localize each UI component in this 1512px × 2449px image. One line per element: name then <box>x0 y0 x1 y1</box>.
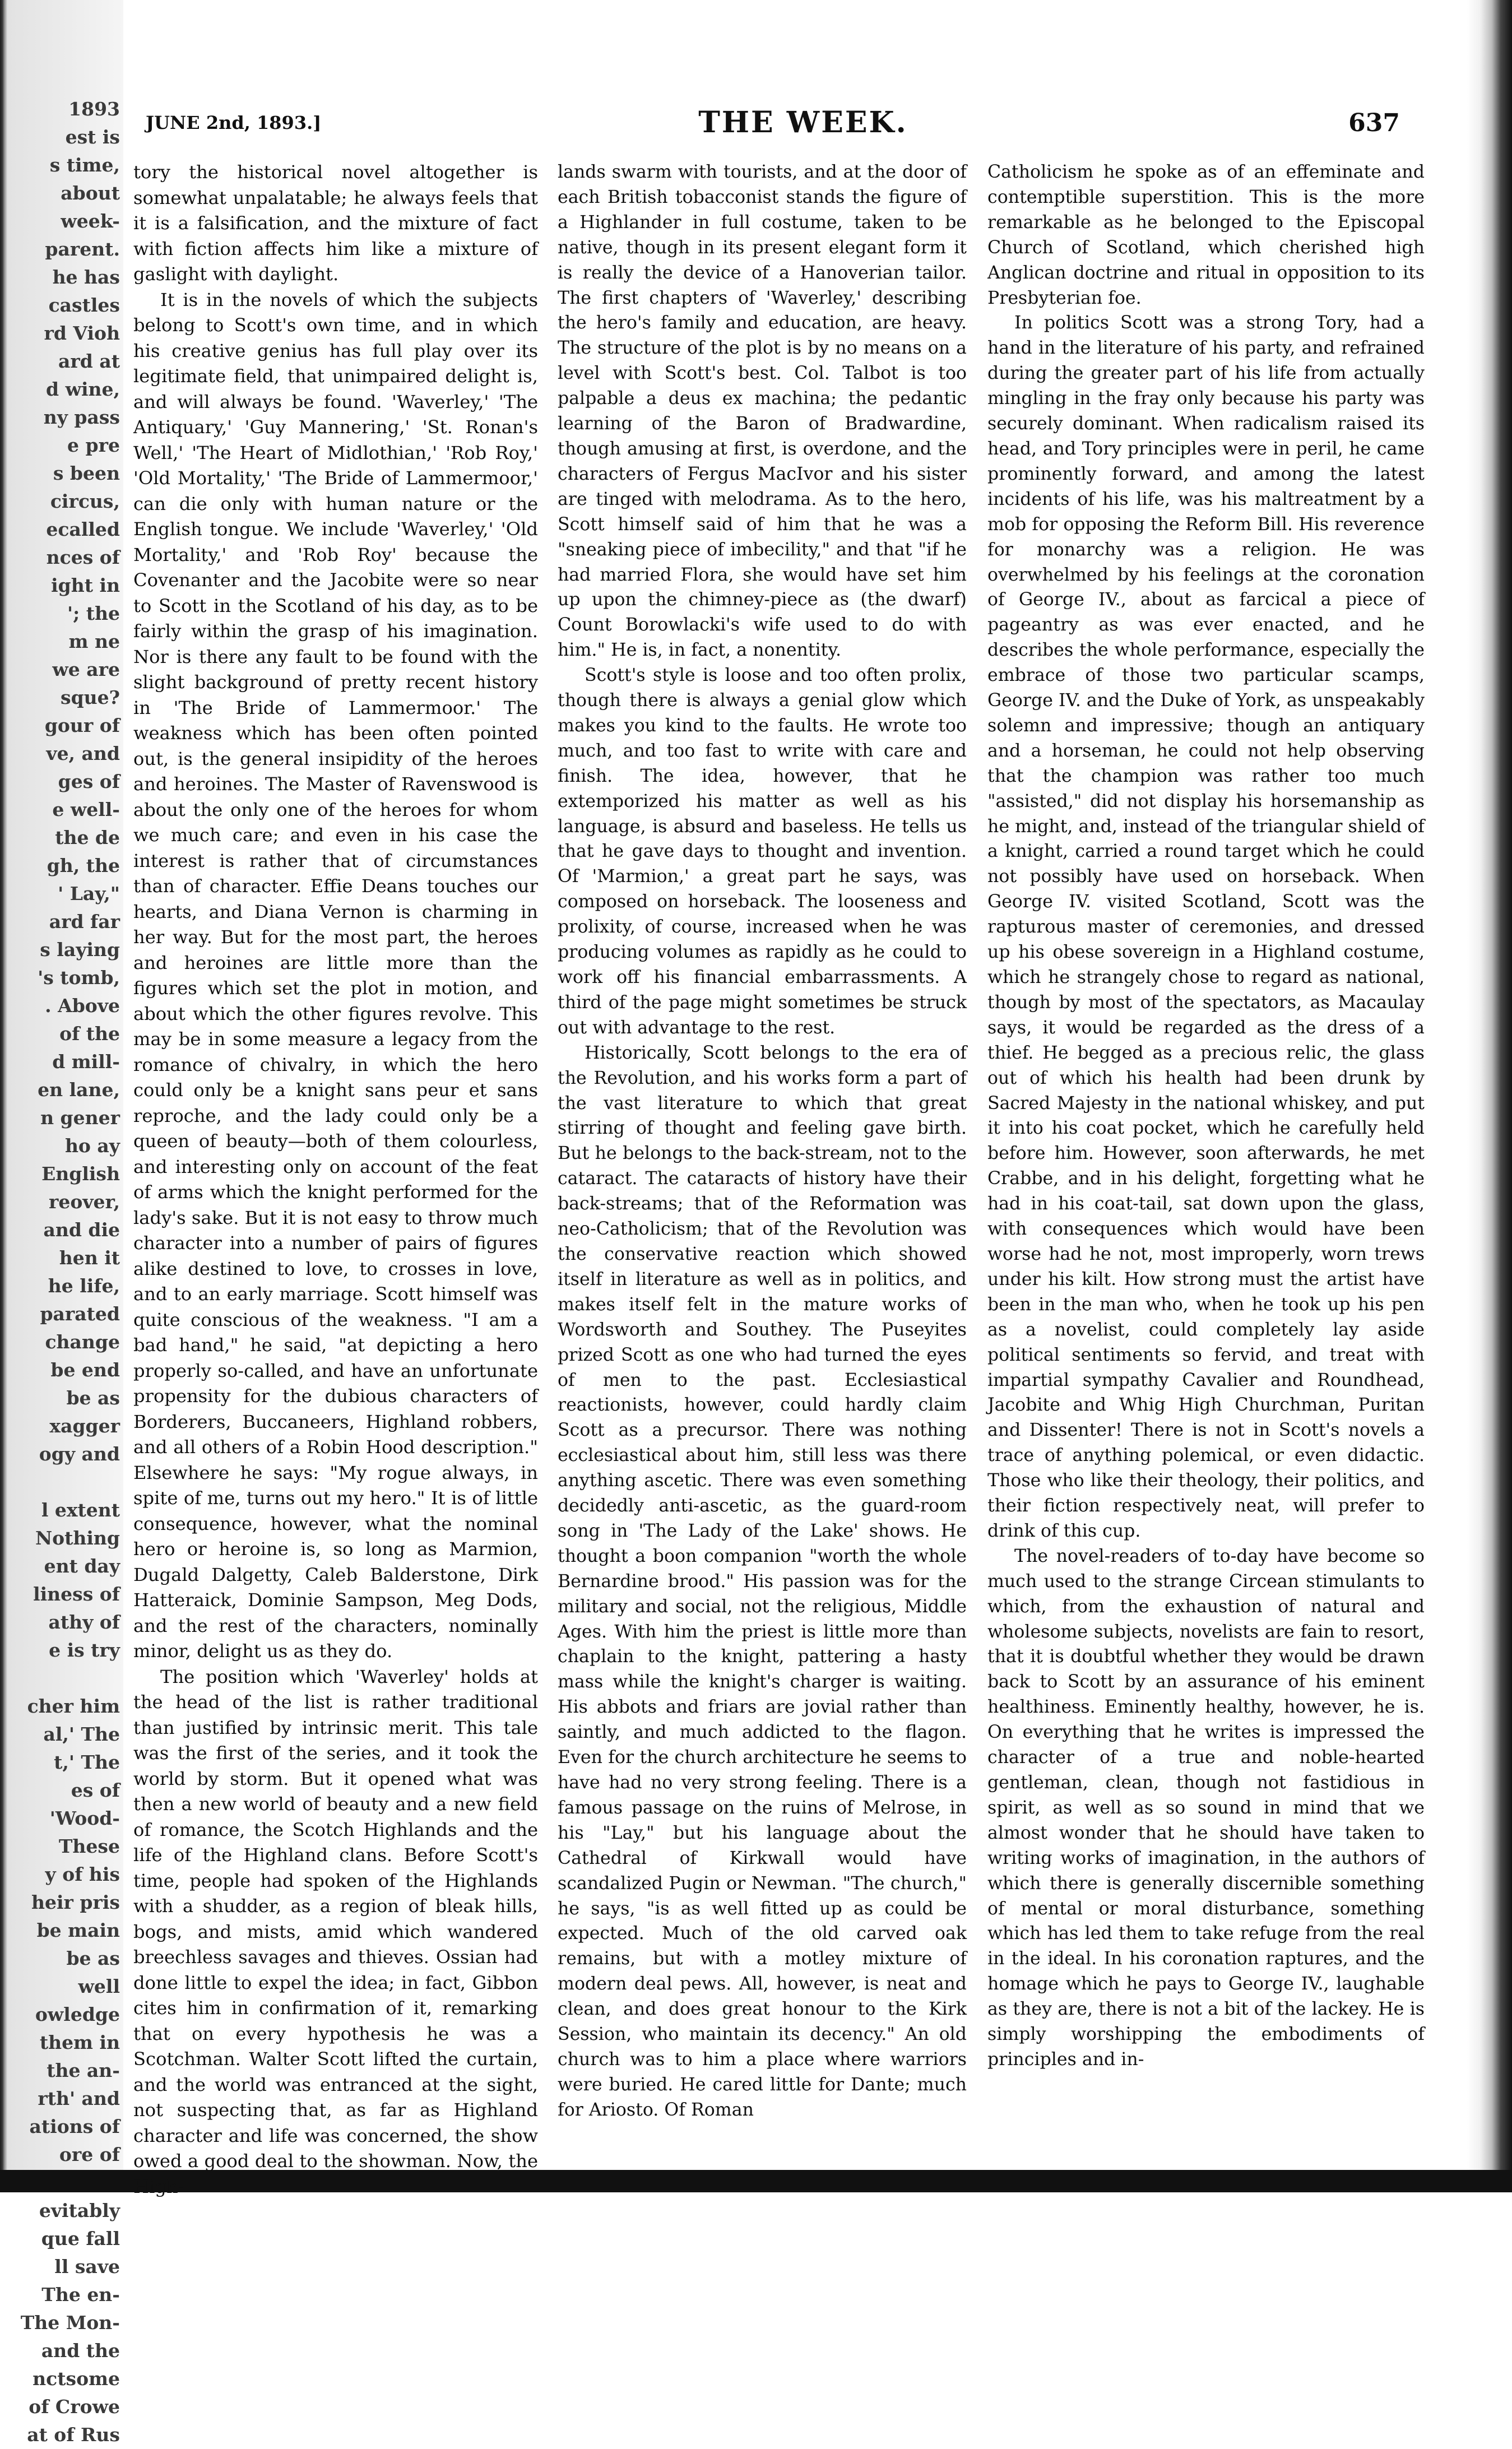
paragraph: Catholicism he spoke as of an effeminate and contemptible superstition. This is the more remarkable as he belonged to the Episcopal Church of Scotland, which cherished high Anglican doctrine and ritual in opposition to its Presbyterian foe. <box>987 162 1425 308</box>
column-1 <box>133 160 538 2197</box>
paragraph: Scott's style is loose and too often prolix, though there is always a genial glow which makes you kind to the faults. He wrote too much, and too fast to write with care and finish. The idea, however, that he extemporized his matter as well as his language, is absurd and baseless. He tells us that he gave days to thought and invention. Of 'Marmion,' a great part he says, was composed on horseback. The looseness and prolixity, of course, increased when he was producing volumes as rapidly as he could to work off his financial embarrassments. A third of the page might sometimes be struck out with advantage to the rest. <box>558 665 967 1038</box>
page-right-edge <box>1467 0 1512 2192</box>
paragraph: The novel-readers of to-day have become so much used to the strange Circean stimulants to which, from the exhaustion of natural and wholesome subjects, novelists are fain to resort, that it is doubtful whether they would be drawn back to Scott by an assurance of his eminent healthiness. Eminently healthy, however, he is. On everything that he writes is impressed the character of a true and noble-hearted gentleman, clean, though not fastidious in spirit, as well as so sound in mind that we almost wonder that he should have taken to writing works of imagination, in the authors of which there is generally discernible something of mental or moral disturbance, something which has led them to take refuge from the real in the ideal. In his coronation raptures, and the homage which he pays to George IV., laughable as they are, there is not a bit of the lackey. He is simply worshipping the embodiments of principles and in- <box>987 1546 1425 2070</box>
column-3 <box>987 160 1425 2160</box>
paragraph: In politics Scott was a strong Tory, had a hand in the literature of his party, and refrained during the greater part of his life from actually mingling in the fray only because his party was securely dominant. When radicalism raised its head, and Tory principles were in peril, he came prominently forward, and among the latest incidents of his life, was his maltreatment by a mob for opposing the Reform Bill. His reverence for monarchy was a religion. He was overwhelmed by his feelings at the coronation of George IV., about as farcical a piece of pageantry as was ever enacted, and he describes the whole performance, especially the embrace of those two particular scamps, George IV. and the Duke of York, as unspeakably solemn and impressive; though an antiquary and a horseman, he could not help observing that the champion was rather too much "assisted," did not display his horsemanship as he might, and, instead of the triangular shield of a knight, carried a round target which he could not possibly have used on horseback. When George IV. visited Scotland, Scott was the rapturous master of ceremonies, and dressed up his obese sovereign in a Highland costume, which he strangely chose to regard as national, though by most of the spectators, as Macaulay says, it would be regarded as the dress of a thief. He begged as a precious relic, the glass out of which his health had been drunk by Sacred Majesty in the national whiskey, and put it into his coat pocket, which he carefully held before him. However, soon afterwards, he met Crabbe, and in his delight, forgetting what he had in his coat-tail, sat down upon the glass, with consequences which would have been worse had he not, most improperly, worn trews under his kilt. How strong must the artist have been in the man who, when he took up his pen as a novelist, could completely lay aside political sentiments so fervid, and treat with impartial sympathy Cavalier and Roundhead, Jacobite and Whig High Churchman, Puritan and Dissenter! There is not in Scott's novels a trace of anything polemical, or even didactic. Those who like their theology, their politics, and their fiction respectively neat, will prefer to drink of this cup. <box>987 313 1425 1541</box>
paragraph: tory the historical novel altogether is somewhat unpalatable; he always feels that it is a falsification, and the mixture of fact with fiction affects him like a mixture of gaslight with daylight. <box>133 161 538 285</box>
page-header <box>139 105 1467 145</box>
paragraph: Historically, Scott belongs to the era of the Revolution, and his works form a part of the vast literature to which that great stirring of thought and feeling gave birth. But he belongs to the back-stream, not to the cataract. The cataracts of history have their back-streams; that of the Reformation was neo-Catholicism; that of the Revolution was the conservative reaction which showed itself in literature as well as in politics, and makes itself felt in the mature works of Wordsworth and Southey. The Puseyites prized Scott as one who had turned the eyes of men to the past. Ecclesiastical reactionists, however, could hardly claim Scott as a precursor. There was nothing ecclesiastical about him, still less was there anything ascetic. There was even something decidedly anti-ascetic, as the guard-room song in 'The Lady of the Lake' shows. He thought a boon companion "worth the whole Bernardine brood." His passion was for the military and social, not the religious, Middle Ages. With him the priest is little more than chaplain to the knight, pattering a hasty mass while the knight's charger is waiting. His abbots and friars are jovial rather than saintly, and much addicted to the flagon. Even for the church architecture he seems to have had no very strong feeling. There is a famous passage on the ruins of Melrose, in his "Lay," but his language about the Cathedral of Kirkwall would have scandalized Pugin or Newman. "The church," he says, "is as well fitted up as could be expected. Much of the old carved oak remains, but with a motley mixture of modern deal pews. All, however, is neat and clean, and does great honour to the Kirk Session, who maintain its decency." An old church was to him a place where warriors were buried. He cared little for Dante; much for Ariosto. Of Roman <box>558 1042 967 2120</box>
paragraph: It is in the novels of which the subjects belong to Scott's own time, and in which his creative genius has full play over its legitimate field, that unimpaired delight is, and will always be found. 'Waverley,' 'The Antiquary,' 'Guy Mannering,' 'St. Ronan's Well,' 'The Heart of Midlothian,' 'Rob Roy,' 'Old Mortality,' 'The Bride of Lammermoor,' can die only with human nature or the English tongue. We include 'Waverley,' 'Old Mortality,' and 'Rob Roy' because the Covenanter and the Jacobite were so near to Scott in the Scotland of his day, as to be fairly within the grasp of his imagination. Nor is there any fault to be found with the slight background of pretty recent history in 'The Bride of Lammermoor.' The weakness which has been often pointed out, is the general insipidity of the heroes and heroines. The Master of Ravenswood is about the only one of the heroes for whom we much care; and even in his case the interest is rather that of circumstances than of character. Effie Deans touches our hearts, and Diana Vernon is charming in her way. But for the most part, the heroes and heroines are little more than the figures which set the plot in motion, and about which the other figures revolve. This may be in some measure a legacy from the romance of chivalry, in which the hero could only be a knight sans peur et sans reproche, and the lady could only be a queen of beauty—both of them colourless, and interesting only on account of the feat of arms which the knight performed for the lady's sake. But it is not easy to throw much character into a number of pairs of figures alike destined to love, to crosses in love, and to an early marriage. Scott himself was quite conscious of the weakness. "I am a bad hand," he said, "at depicting a hero properly so-called, and have an unfortunate propensity for the dubious characters of Borderers, Buccaneers, Highland robbers, and all others of a Robin Hood description." Elsewhere he says: "My rogue always, in spite of me, turns out my hero." It is of little consequence, however, what the nominal hero or heroine is, so long as Marmion, Dugald Dalgetty, Caleb Balderstone, Dirk Hatteraick, Dominie Sampson, Meg Dods, and the rest of the characters, nominally minor, delight us as they do. <box>133 289 538 1662</box>
paragraph: The position which 'Waverley' holds at the head of the list is rather traditional than justified by intrinsic merit. This tale was the first of the series, and it took the world by storm. But it opened what was then a new world of beauty and a new field of romance, the Scotch Highlands and the life of the Highland clans. Before Scott's time, people had spoken of the Highlands with a shudder, as a region of bleak hills, bogs, and mists, amid which wandered breechless savages and thieves. Ossian had done little to expel the idea; in fact, Gibbon cites him in confirmation of it, remarking that on every hypothesis he was a Scotchman. Walter Scott lifted the curtain, and the world was entranced at the sight, not suspecting that, as far as Highland character and life was concerned, the show owed a good deal to the showman. Now, the High- <box>133 1666 538 2197</box>
paragraph: lands swarm with tourists, and at the door of each British tobacconist stands the figure of a Highlander in full costume, taken to be native, though in its present elegant form it is really the device of a Hanoverian tailor. The first chapters of 'Waverley,' describing the hero's family and education, are heavy. The structure of the plot is by no means on a level with Scott's best. Col. Talbot is too palpable a deus ex machina; the pedantic learning of the Baron of Bradwardine, though amusing at first, is overdone, and the characters of Fergus MacIvor and his sister are tinged with melodrama. As to the hero, Scott himself said of him that he was a "sneaking piece of imbecility," and that "if he had married Flora, she would have set him up upon the chimney-piece as (the dwarf) Count Borowlacki's wife used to do with him." He is, in fact, a nonentity. <box>558 162 967 661</box>
facing-page-bleed-text: 1893 est is s time, about week- parent. he has castles rd Vioh ard at d wine, ny pass e pre s been circus, ecalled nces of ight in '; the m ne we are sque? gour of ve, and ges of e well- the de gh, the ' Lay," ard far s laying 's tomb, . Above of the d mill- en lane, n gener ho ay English reover, and die hen it he life, parated change be end be as xagger ogy and l extent Nothing ent day liness of athy of e is try cher him al,' The t,' The es of 'Wood- These y of his heir pris be main be as well owledge them in the an- rth' and ations of ore of evitably que fall ll save The en- The Mon- and the nctsome of Crowe at of Rus <box>20 98 120 2446</box>
page-number: 637 <box>1348 109 1400 137</box>
journal-title: THE WEEK. <box>698 105 908 140</box>
column-2 <box>558 160 967 2160</box>
issue-date: JUNE 2nd, 1893.] <box>146 112 322 133</box>
